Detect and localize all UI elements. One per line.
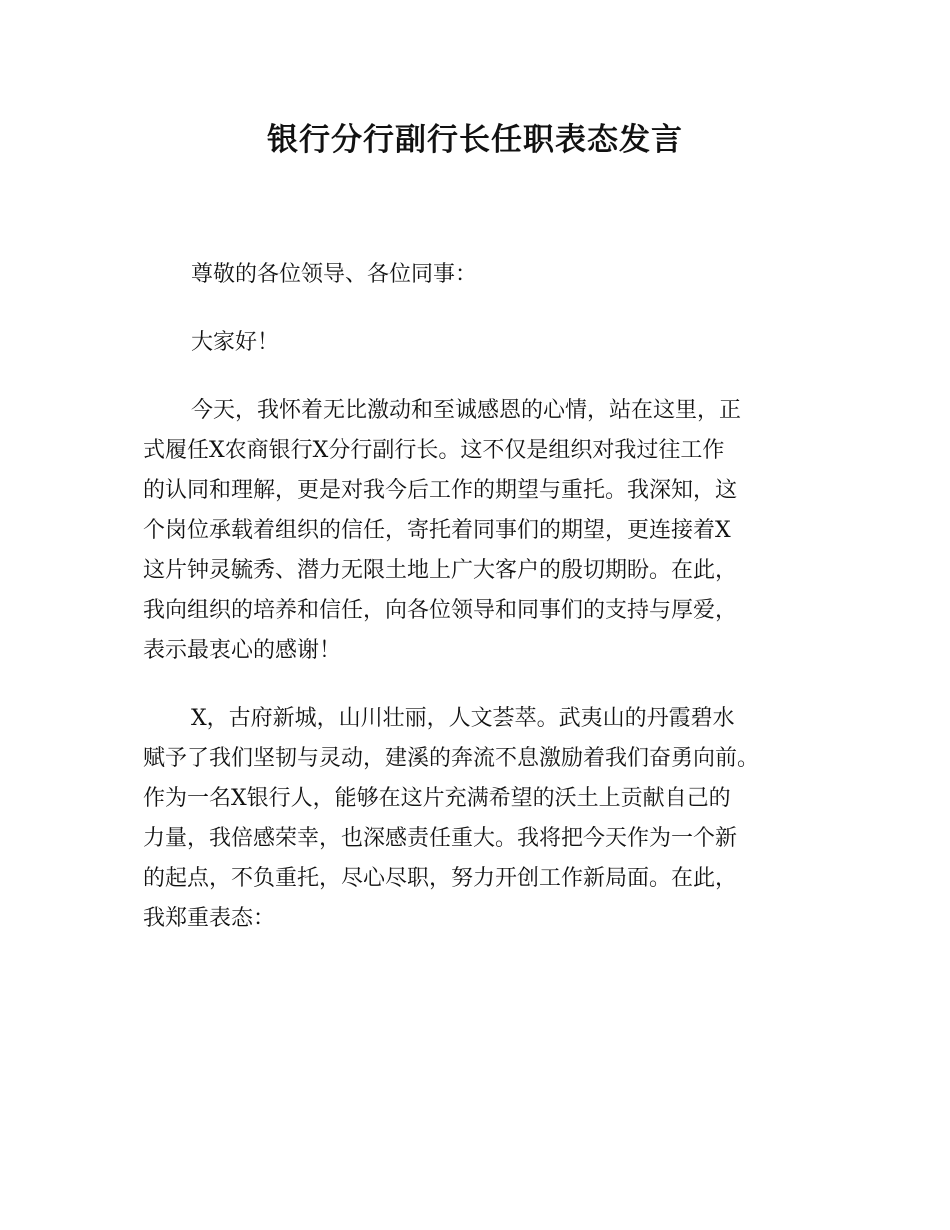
paragraph-line: 我郑重表态： — [143, 906, 276, 931]
salutation-paragraph — [143, 255, 833, 295]
region-paragraph — [143, 699, 833, 939]
page-title: 银行分行副行长任职表态发言 — [267, 122, 683, 158]
paragraph-line: 式履任X农商银行X分行副行长。这不仅是组织对我过往工作 — [143, 438, 725, 463]
paragraph-line: 的认同和理解，更是对我今后工作的期望与重托。我深知，这 — [143, 478, 738, 503]
paragraph-line: 作为一名X银行人，能够在这片充满希望的沃土上贡献自己的 — [143, 786, 731, 811]
paragraph-line: 我向组织的培养和信任，向各位领导和同事们的支持与厚爱， — [143, 598, 738, 623]
paragraph-line: 力量，我倍感荣幸，也深感责任重大。我将把今天作为一个新 — [143, 826, 738, 851]
paragraph-line: 表示最衷心的感谢！ — [143, 638, 342, 663]
paragraph-line: 赋予了我们坚韧与灵动，建溪的奔流不息激励着我们奋勇向前。 — [143, 746, 760, 771]
paragraph-line: 尊敬的各位领导、各位同事： — [191, 262, 478, 287]
paragraph-line: 大家好！ — [191, 330, 280, 355]
paragraph-line: 个岗位承载着组织的信任，寄托着同事们的期望，更连接着X — [143, 518, 731, 543]
paragraph-line: 这片钟灵毓秀、潜力无限土地上广大客户的殷切期盼。在此， — [143, 558, 738, 583]
paragraph-line: 今天，我怀着无比激动和至诚感恩的心情，站在这里，正 — [191, 398, 742, 423]
paragraph-line: 的起点，不负重托，尽心尽职，努力开创工作新局面。在此， — [143, 866, 738, 891]
greeting-paragraph — [143, 323, 833, 363]
intro-paragraph — [143, 391, 833, 671]
document-body — [143, 255, 833, 939]
paragraph-line: X，古府新城，山川壮丽，人文荟萃。武夷山的丹霞碧水 — [191, 706, 735, 731]
